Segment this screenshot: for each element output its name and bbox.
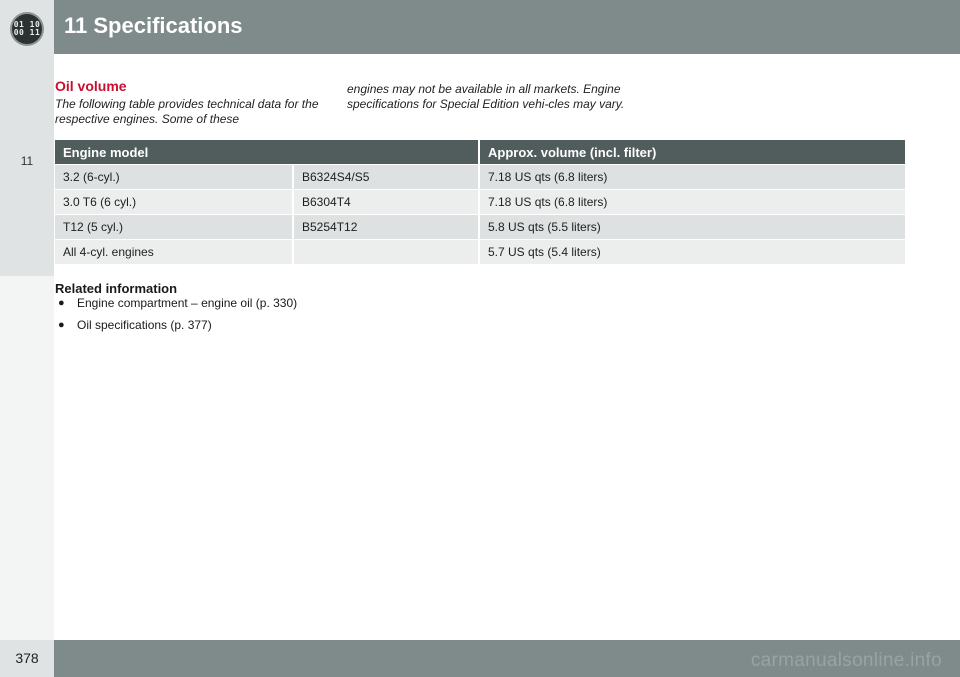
bullet-icon: ● bbox=[58, 297, 65, 309]
page-number-box bbox=[0, 640, 54, 677]
oil-volume-table bbox=[55, 139, 905, 265]
engine-code-cell bbox=[294, 240, 480, 264]
related-link-label: Engine compartment – engine oil (p. 330) bbox=[77, 296, 298, 310]
bullet-icon: ● bbox=[58, 319, 65, 331]
volume-cell: 5.7 US qts (5.4 liters) bbox=[480, 240, 905, 264]
engine-cell: T12 (5 cyl.) bbox=[55, 215, 294, 239]
chapter-number: 11 bbox=[20, 154, 34, 168]
side-strip bbox=[0, 276, 54, 640]
volume-cell: 5.8 US qts (5.5 liters) bbox=[480, 215, 905, 239]
watermark: carmanualsonline.info bbox=[750, 650, 942, 671]
table-row bbox=[55, 190, 905, 214]
page-number: 378 bbox=[15, 650, 39, 666]
binary-badge-icon bbox=[10, 12, 44, 46]
logo-box bbox=[0, 0, 54, 54]
page-header bbox=[0, 0, 960, 54]
related-link[interactable] bbox=[55, 296, 297, 318]
logo-line-1: 01 10 bbox=[13, 20, 41, 29]
intro-text-right: engines may not be available in all markets. Engine specifications for Special Edition vehi-cles may vary. bbox=[347, 82, 625, 111]
table-row bbox=[55, 240, 905, 264]
table-row bbox=[55, 165, 905, 189]
engine-cell: All 4-cyl. engines bbox=[55, 240, 294, 264]
column-header-engine-model: Engine model bbox=[55, 140, 480, 164]
logo-line-2: 00 11 bbox=[13, 28, 41, 37]
volume-cell: 7.18 US qts (6.8 liters) bbox=[480, 190, 905, 214]
page-footer bbox=[0, 640, 960, 677]
table-row bbox=[55, 215, 905, 239]
intro-text-left: The following table provides technical data for the respective engines. Some of these bbox=[55, 97, 319, 126]
engine-cell: 3.2 (6-cyl.) bbox=[55, 165, 294, 189]
related-link-label: Oil specifications (p. 377) bbox=[77, 318, 212, 332]
section-heading: Oil volume bbox=[55, 78, 127, 94]
table-header-row bbox=[55, 140, 905, 164]
engine-code-cell: B5254T12 bbox=[294, 215, 480, 239]
related-info-list bbox=[55, 296, 297, 340]
related-link[interactable] bbox=[55, 318, 297, 340]
related-info-heading: Related information bbox=[55, 281, 178, 296]
engine-cell: 3.0 T6 (6 cyl.) bbox=[55, 190, 294, 214]
engine-code-cell: B6304T4 bbox=[294, 190, 480, 214]
column-header-volume: Approx. volume (incl. filter) bbox=[480, 140, 905, 164]
page-title: 11 Specifications bbox=[64, 13, 243, 38]
engine-code-cell: B6324S4/S5 bbox=[294, 165, 480, 189]
volume-cell: 7.18 US qts (6.8 liters) bbox=[480, 165, 905, 189]
